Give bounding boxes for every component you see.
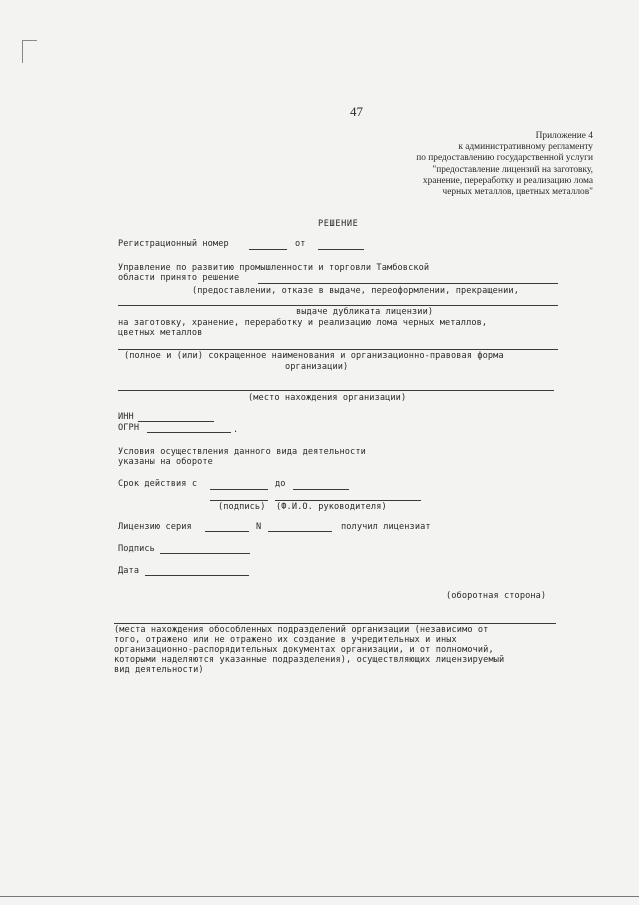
- inn-line: [138, 421, 214, 422]
- subject-line-2: цветных металлов: [118, 328, 203, 338]
- validity-from-line: [210, 489, 268, 490]
- organization-name-line: [118, 349, 558, 350]
- registration-number-line: [249, 249, 287, 250]
- registration-label: Регистрационный номер: [118, 239, 229, 249]
- conditions-line-1: Условия осуществления данного вида деятельности: [118, 447, 366, 457]
- license-number-line: [268, 531, 332, 532]
- organization-name-caption-1: (полное и (или) сокращенное наименования и организационно-правовая форма: [124, 351, 504, 361]
- decision-extra-line: [118, 305, 558, 306]
- scan-bottom-edge: [0, 896, 639, 897]
- signature-line: [160, 553, 250, 554]
- page-number: 47: [350, 104, 363, 119]
- branches-line: [114, 623, 556, 624]
- license-series-label: Лицензию серия: [118, 522, 192, 532]
- appendix-line: Приложение 4: [535, 131, 593, 141]
- decision-line-1: Управление по развитию промышленности и торговли Тамбовской: [118, 263, 430, 273]
- decision-type-line: [258, 283, 558, 284]
- date-line: [145, 575, 249, 576]
- director-name-caption: (Ф.И.О. руководителя): [276, 502, 387, 512]
- inn-label: ИНН: [118, 412, 134, 422]
- reverse-side-label: (оборотная сторона): [446, 591, 547, 601]
- appendix-line: хранение, переработку и реализацию лома: [422, 175, 593, 186]
- registration-from-label: от: [295, 239, 306, 249]
- registration-date-line: [318, 249, 364, 250]
- decision-caption-1: (предоставлении, отказе в выдаче, переоформлении, прекращении,: [192, 286, 519, 296]
- organization-name-caption-2: организации): [285, 362, 349, 372]
- subject-line-1: на заготовку, хранение, переработку и реализацию лома черных металлов,: [118, 318, 488, 328]
- decision-caption-2: выдаче дубликата лицензии): [296, 307, 434, 317]
- date-label: Дата: [118, 566, 140, 576]
- branches-caption-line: того, отражено или не отражено их создание в учредительных и иных: [114, 635, 457, 645]
- appendix-line: черных металлов, цветных металлов": [442, 187, 593, 198]
- decision-line-2: области принято решение: [118, 273, 240, 283]
- ogrn-label: ОГРН: [118, 423, 140, 433]
- organization-location-line: [118, 390, 554, 391]
- appendix-line: "предоставление лицензий на заготовку,: [432, 164, 593, 175]
- branches-caption-line: организационно-распорядительных документах организации, и от полномочий,: [114, 645, 494, 655]
- ogrn-line: [147, 432, 231, 433]
- branches-caption-line: которыми наделяются указанные подразделения), осуществляющих лицензируемый: [114, 655, 505, 665]
- director-signature-line: [210, 500, 268, 501]
- validity-label: Срок действия с: [118, 479, 198, 489]
- signature-caption: (подпись): [218, 502, 266, 512]
- validity-to-label: до: [275, 479, 286, 489]
- branches-caption-line: вид деятельности): [114, 665, 204, 675]
- branches-caption-line: (места нахождения обособленных подразделений организации (независимо от: [114, 625, 489, 635]
- organization-location-caption: (место нахождения организации): [248, 393, 407, 403]
- appendix-block: [333, 131, 593, 198]
- conditions-line-2: указаны на обороте: [118, 457, 213, 467]
- document-title: РЕШЕНИЕ: [318, 219, 359, 229]
- appendix-line: по предоставлению государственной услуги: [416, 153, 593, 164]
- director-name-line: [275, 500, 421, 501]
- validity-to-line: [293, 489, 349, 490]
- license-received-label: получил лицензиат: [341, 522, 431, 532]
- appendix-line: к административному регламенту: [458, 142, 593, 153]
- license-series-line: [205, 531, 249, 532]
- ogrn-trailing-dot: .: [233, 425, 239, 435]
- license-number-sign: N: [256, 522, 262, 532]
- signature-label: Подпись: [118, 544, 155, 554]
- scan-corner-mark: [22, 40, 37, 63]
